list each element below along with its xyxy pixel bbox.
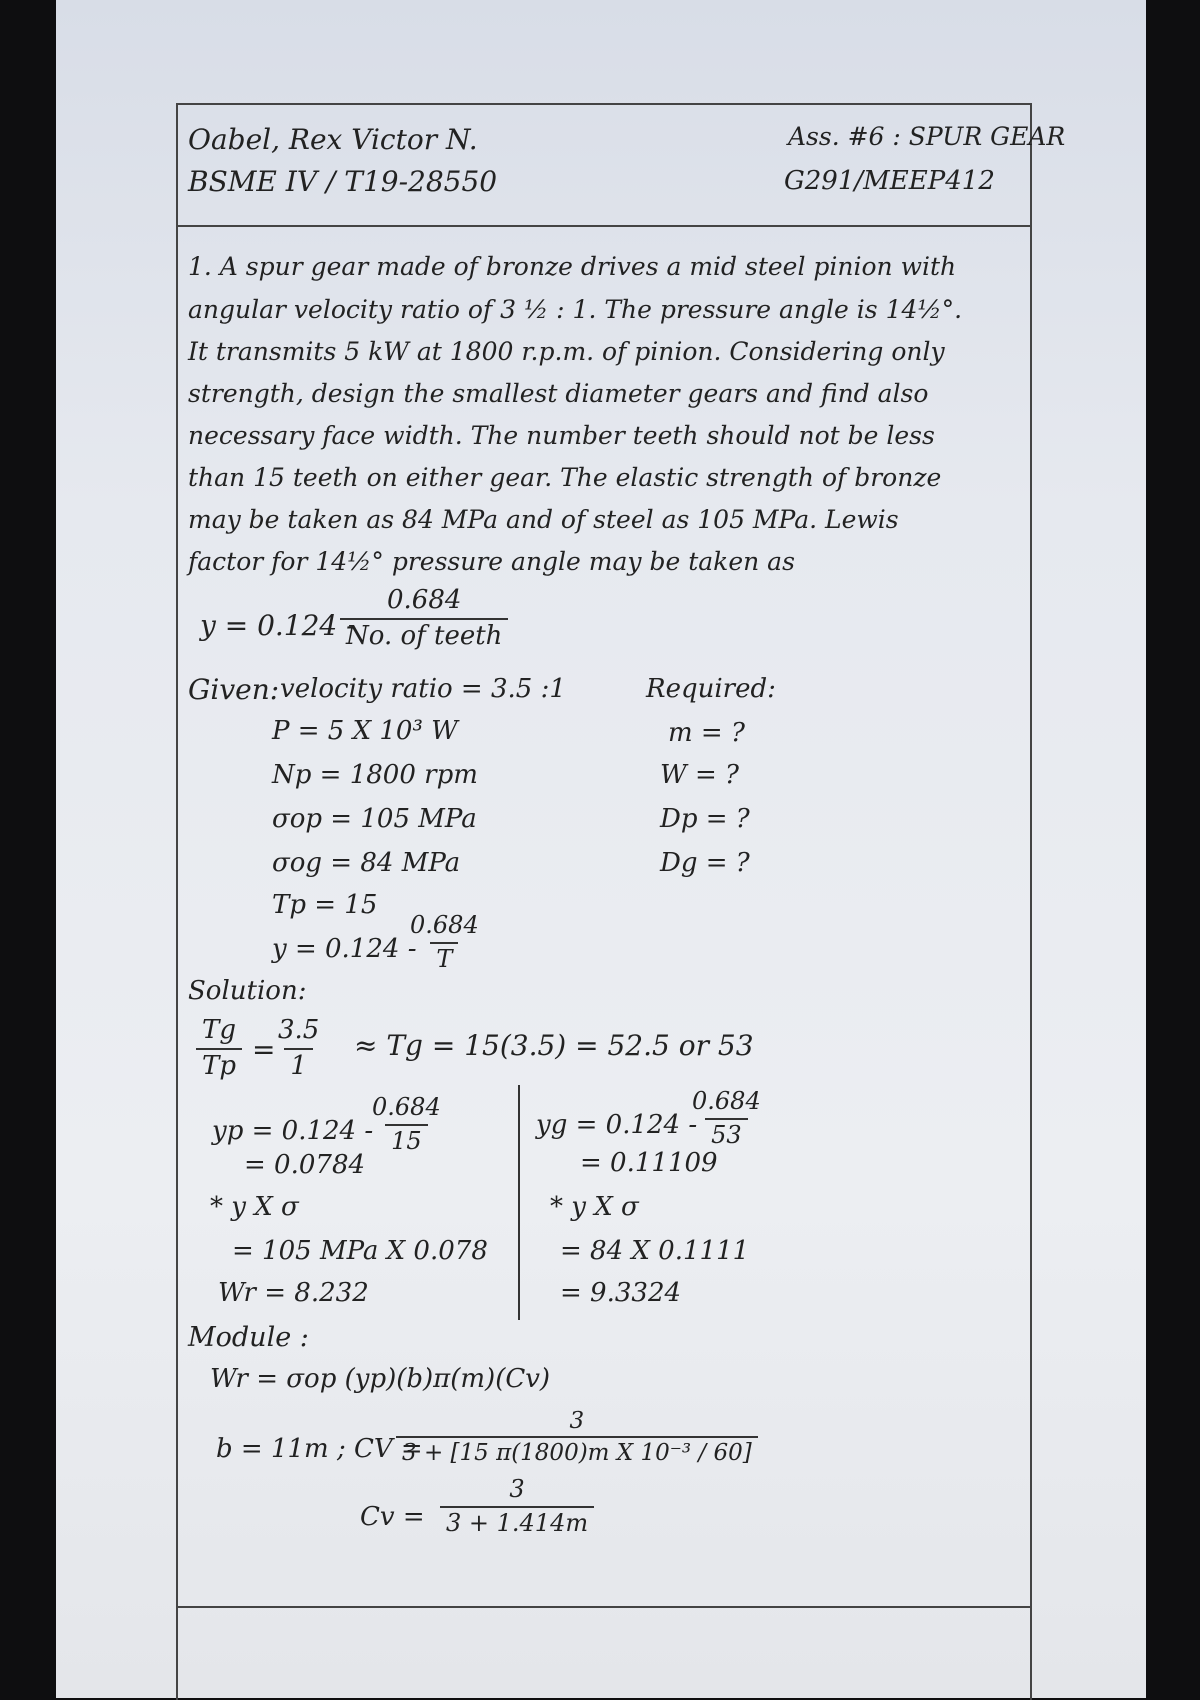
solution-label: Solution:: [188, 976, 307, 1006]
module-label: Module :: [188, 1322, 309, 1353]
teeth-ratio-right: [272, 1016, 325, 1082]
assignment-section: G291/MEEP412: [784, 166, 995, 196]
given-power: P = 5 X 10³ W: [272, 716, 458, 746]
lewis-formula-lhs: y = 0.124 -: [200, 609, 356, 642]
pinion-strength-label: * y X σ: [210, 1192, 299, 1222]
teeth-ratio-left: [196, 1016, 242, 1082]
problem-line: than 15 teeth on either gear. The elastic strength of bronze: [188, 463, 942, 492]
given-gear-stress: σog = 84 MPa: [272, 848, 461, 878]
gear-lewis-value: = 0.11109: [580, 1148, 718, 1178]
required-label: Required:: [646, 674, 776, 704]
required-pinion-diameter: Dp = ?: [660, 804, 750, 834]
required-module: m = ?: [668, 718, 745, 748]
gear-lewis-fraction: [686, 1088, 767, 1149]
student-course: BSME IV / T19-28550: [188, 165, 498, 198]
velocity-factor-simplified-numerator: 3: [509, 1475, 525, 1503]
velocity-factor-simplified: [440, 1476, 594, 1537]
gear-strength-product: = 84 X 0.1111: [560, 1236, 750, 1266]
pinion-lewis-numerator: 0.684: [372, 1093, 441, 1121]
gear-strength-label: * y X σ: [550, 1192, 639, 1222]
given-pinion-speed: Np = 1800 rpm: [272, 760, 478, 790]
required-gear-diameter: Dg = ?: [660, 848, 750, 878]
header-divider: [176, 225, 1032, 227]
gear-teeth-result: ≈ Tg = 15(3.5) = 52.5 or 53: [354, 1029, 754, 1062]
given-lewis-numerator: 0.684: [410, 911, 479, 939]
problem-line: may be taken as 84 MPa and of steel as 105 MPa. Lewis: [188, 505, 899, 534]
problem-line: 1. A spur gear made of bronze drives a mid steel pinion with: [188, 252, 957, 281]
given-velocity-ratio: velocity ratio = 3.5 :1: [280, 674, 566, 704]
module-equation: Wr = σop (yp)(b)π(m)(Cv): [210, 1364, 551, 1394]
problem-line: It transmits 5 kW at 1800 r.p.m. of pinion. Considering only: [188, 337, 945, 366]
gear-teeth-symbol: Tg: [202, 1015, 236, 1045]
pinion-teeth-symbol: Tp: [196, 1048, 242, 1082]
gear-strength-result: = 9.3324: [560, 1278, 682, 1308]
pinion-strength-product: = 105 MPa X 0.078: [232, 1236, 488, 1266]
required-load: W = ?: [660, 760, 739, 790]
bottom-divider: [176, 1606, 1032, 1608]
given-lewis-lhs: y = 0.124 -: [272, 934, 417, 964]
problem-line: factor for 14½° pressure angle may be taken as: [188, 547, 795, 576]
column-divider: [518, 1085, 520, 1320]
lewis-formula-fraction: [340, 586, 508, 652]
pinion-lewis-denominator: 15: [385, 1124, 428, 1156]
velocity-factor-simplified-denominator: 3 + 1.414m: [440, 1506, 594, 1538]
given-lewis-denominator: T: [430, 942, 458, 974]
student-name: Oabel, Rex Victor N.: [188, 123, 478, 156]
given-pinion-stress: σop = 105 MPa: [272, 804, 477, 834]
given-label: Given:: [188, 673, 280, 706]
ratio-denominator: 1: [284, 1048, 313, 1082]
velocity-factor-fraction: [396, 1408, 758, 1467]
velocity-factor-lhs: Cv =: [360, 1502, 425, 1532]
face-width-and-cv: b = 11m ; CV =: [216, 1434, 423, 1464]
given-lewis-fraction: [404, 912, 485, 973]
problem-line: strength, design the smallest diameter gears and find also: [188, 379, 929, 408]
pinion-strength-result: Wr = 8.232: [218, 1278, 369, 1308]
gear-lewis-numerator: 0.684: [692, 1087, 761, 1115]
gear-lewis-lhs: yg = 0.124 -: [536, 1110, 698, 1140]
teeth-ratio-equals: =: [252, 1033, 276, 1066]
pinion-lewis-lhs: yp = 0.124 -: [212, 1116, 374, 1146]
problem-line: angular velocity ratio of 3 ½ : 1. The pressure angle is 14½°.: [188, 295, 963, 324]
lewis-denominator: No. of teeth: [340, 618, 508, 652]
given-pinion-teeth: Tp = 15: [272, 890, 378, 920]
gear-lewis-denominator: 53: [705, 1118, 748, 1150]
pinion-lewis-value: = 0.0784: [244, 1150, 366, 1180]
pinion-lewis-fraction: [366, 1094, 447, 1155]
assignment-title: Ass. #6 : SPUR GEAR: [788, 122, 1066, 151]
velocity-factor-denominator: 3 + [15 π(1800)m X 10⁻³ / 60]: [396, 1436, 758, 1466]
lewis-numerator: 0.684: [387, 585, 462, 615]
ratio-numerator: 3.5: [278, 1015, 320, 1045]
problem-line: necessary face width. The number teeth should not be less: [188, 421, 935, 450]
velocity-factor-numerator: 3: [569, 1408, 585, 1434]
